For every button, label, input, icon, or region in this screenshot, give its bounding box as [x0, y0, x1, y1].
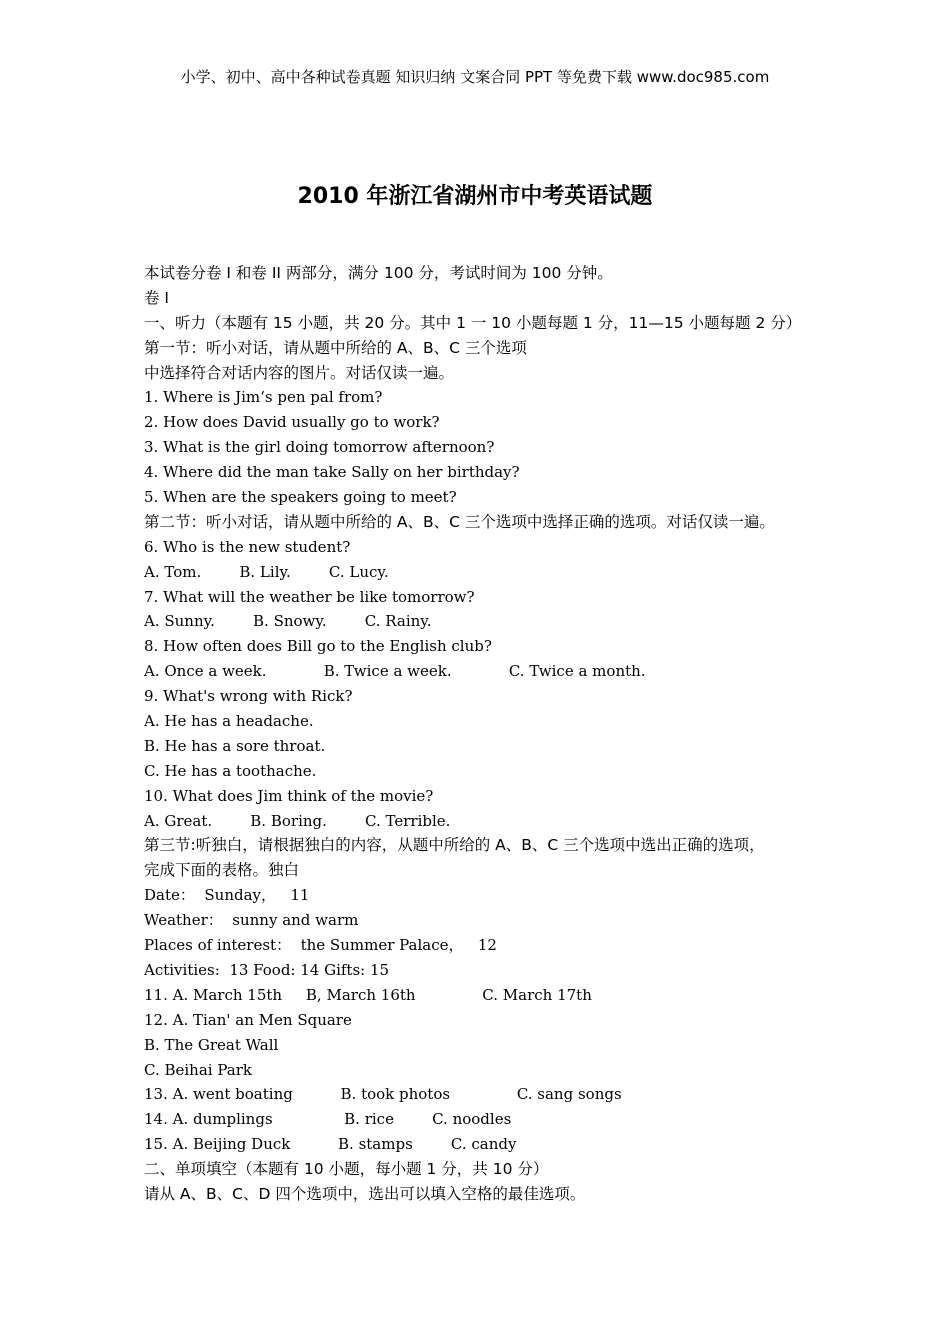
text-line: A. He has a headache. [144, 712, 314, 731]
text-line: 二、单项填空（本题有 10 小题，每小题 1 分，共 10 分） [144, 1160, 549, 1179]
text-line: 第一节：听小对话，请从题中所给的 A、B、C 三个选项 [144, 338, 527, 357]
text-line: 15. A. Beijing Duck B. stamps C. candy [144, 1135, 517, 1154]
text-line: Activities: 13 Food: 14 Gifts: 15 [144, 960, 390, 979]
text-line: Date： Sunday， 11 [144, 886, 310, 905]
text-line: 完成下面的表格。独白 [144, 861, 300, 880]
text-line: 8. How often does Bill go to the English club? [144, 637, 492, 656]
page-header: 小学、初中、高中各种试卷真题 知识归纳 文案合同 PPT 等免费下载 www.doc985.com [180, 68, 770, 86]
text-line: 10. What does Jim think of the movie? [144, 786, 434, 805]
text-line: 7. What will the weather be like tomorrow? [144, 587, 475, 606]
text-line: 第三节:听独白，请根据独白的内容，从题中所给的 A、B、C 三个选项中选出正确的选项， [144, 836, 765, 855]
text-line: 卷 I [144, 288, 169, 307]
page-title: 2010 年浙江省湖州市中考英语试题 [297, 184, 653, 209]
text-line: 2. How does David usually go to work? [144, 413, 440, 432]
text-line: 13. A. went boating B. took photos C. sang songs [144, 1085, 622, 1104]
text-line: 14. A. dumplings B. rice C. noodles [144, 1110, 512, 1129]
text-line: A. Great. B. Boring. C. Terrible. [144, 811, 451, 830]
text-line: Weather： sunny and warm [144, 911, 359, 930]
text-line: 1. Where is Jim‘s pen pal from? [144, 388, 383, 407]
text-line: 6. Who is the new student? [144, 537, 351, 556]
text-line: 本试卷分卷 I 和卷 II 两部分，满分 100 分，考试时间为 100 分钟。 [144, 264, 613, 282]
text-line: 一、听力（本题有 15 小题，共 20 分。其中 1 一 10 小题每题 1 分，11—15 小题每题 2 分） [144, 313, 802, 332]
text-line: A. Once a week. B. Twice a week. C. Twice a month. [144, 662, 646, 681]
text-line: 5. When are the speakers going to meet? [144, 488, 457, 507]
document-body [144, 261, 834, 1207]
text-line: A. Sunny. B. Snowy. C. Rainy. [144, 612, 432, 631]
text-line: A. Tom. B. Lily. C. Lucy. [144, 562, 389, 581]
text-line: C. Beihai Park [144, 1060, 252, 1079]
text-line: 4. Where did the man take Sally on her birthday? [144, 463, 520, 482]
text-line: B. He has a sore throat. [144, 736, 326, 755]
text-line: 3. What is the girl doing tomorrow afternoon? [144, 438, 495, 457]
text-line: B. The Great Wall [144, 1035, 279, 1054]
text-line: 中选择符合对话内容的图片。对话仅读一遍。 [144, 363, 455, 382]
text-line: C. He has a toothache. [144, 761, 317, 780]
text-line: 请从 A、B、C、D 四个选项中，选出可以填入空格的最佳选项。 [144, 1184, 586, 1203]
text-line: Places of interest： the Summer Palace， 12 [144, 936, 497, 955]
text-line: 12. A. Tian' an Men Square [144, 1010, 352, 1029]
text-line: 第二节：听小对话，请从题中所给的 A、B、C 三个选项中选择正确的选项。对话仅读一遍。 [144, 512, 775, 531]
text-line: 11. A. March 15th B, March 16th C. March 17th [144, 985, 592, 1004]
text-line: 9. What's wrong with Rick? [144, 687, 353, 706]
